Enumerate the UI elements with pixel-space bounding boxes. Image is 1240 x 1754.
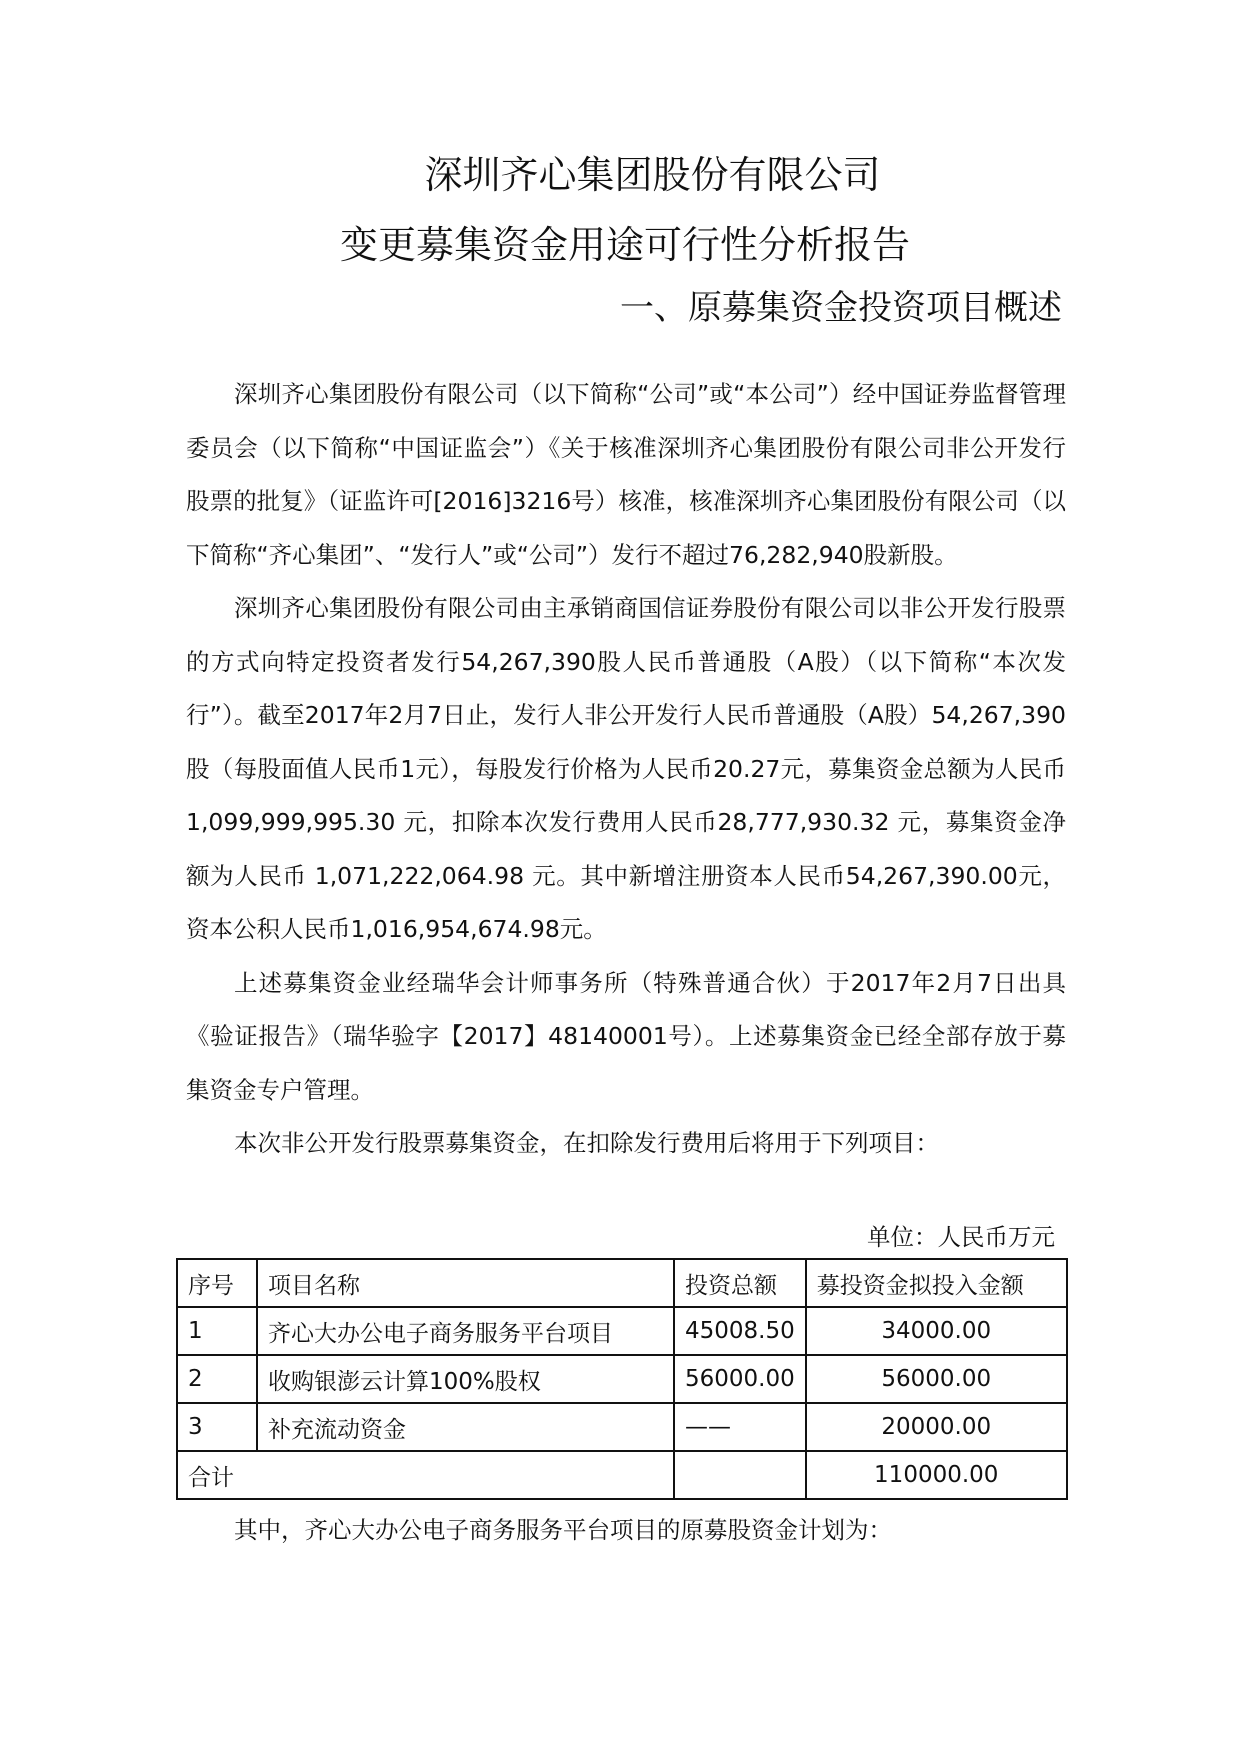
paragraph: 上述募集资金业经瑞华会计师事务所（特殊普通合伙）于2017年2月7日出具《验证报告》（瑞华验字【2017】48140001号）。上述募集资金已经全部存放于募集资金专户管理。 — [186, 968, 1066, 1104]
table-row — [177, 1307, 1067, 1355]
cell-amount: 20000.00 — [806, 1403, 1067, 1451]
cell-investment: 56000.00 — [674, 1355, 806, 1403]
section-heading: 一、原募集资金投资项目概述 — [620, 288, 1062, 328]
cell-project: 齐心大办公电子商务服务平台项目 — [257, 1307, 674, 1355]
cell-index: 3 — [177, 1403, 257, 1451]
table-row — [177, 1355, 1067, 1403]
document-subtitle: 变更募集资金用途可行性分析报告 — [340, 223, 911, 267]
cell-index: 1 — [177, 1307, 257, 1355]
document-body — [186, 368, 1066, 1171]
header-cell: 投资总额 — [674, 1259, 806, 1307]
total-label: 合计 — [177, 1451, 674, 1499]
paragraph: 深圳齐心集团股份有限公司（以下简称“公司”或“本公司”）经中国证券监督管理委员会（以下简称“中国证监会”）《关于核准深圳齐心集团股份有限公司非公开发行股票的批复》（证监许可[2016]3216号）核准，核准深圳齐心集团股份有限公司（以下简称“齐心集团”、“发行人”或“公司”）发行不超过76,282,940股新股。 — [186, 380, 1066, 569]
table-header-row — [177, 1259, 1067, 1307]
header-cell: 序号 — [177, 1259, 257, 1307]
unit-label: 单位：人民币万元 — [867, 1223, 1055, 1251]
cell-investment: 45008.50 — [674, 1307, 806, 1355]
title-line-1: 深圳齐心集团股份有限公司 — [424, 153, 881, 197]
paragraph: 本次非公开发行股票募集资金，在扣除发行费用后将用于下列项目： — [234, 1129, 939, 1157]
total-investment — [674, 1451, 806, 1499]
cell-amount: 56000.00 — [806, 1355, 1067, 1403]
table-row — [177, 1403, 1067, 1451]
header-cell: 募投资金拟投入金额 — [806, 1259, 1067, 1307]
cell-amount: 34000.00 — [806, 1307, 1067, 1355]
paragraph-after-table: 其中，齐心大办公电子商务服务平台项目的原募股资金计划为： — [234, 1516, 892, 1544]
table-total-row — [177, 1451, 1067, 1499]
cell-index: 2 — [177, 1355, 257, 1403]
total-amount: 110000.00 — [806, 1451, 1067, 1499]
document-title — [0, 150, 1240, 200]
paragraph: 深圳齐心集团股份有限公司由主承销商国信证券股份有限公司以非公开发行股票的方式向特定投资者发行54,267,390股人民币普通股（A股）（以下简称“本次发行”）。截至2017年2月7日止，发行人非公开发行人民币普通股（A股）54,267,390股（每股面值人民币1元），每股发行价格为人民币20.27元，募集资金总额为人民币 1,099,999,995.30 元，扣除本次发行费用人民币28,777,930.32 元，募集资金净额为人民币 1,071,222,064.98 元。其中新增注册资本人民币54,267,390.00元，资本公积人民币1,016,954,674.98元。 — [186, 594, 1066, 943]
cell-project: 补充流动资金 — [257, 1403, 674, 1451]
header-cell: 项目名称 — [257, 1259, 674, 1307]
cell-investment: —— — [674, 1403, 806, 1451]
cell-project: 收购银澎云计算100%股权 — [257, 1355, 674, 1403]
fund-allocation-table — [176, 1258, 1068, 1500]
